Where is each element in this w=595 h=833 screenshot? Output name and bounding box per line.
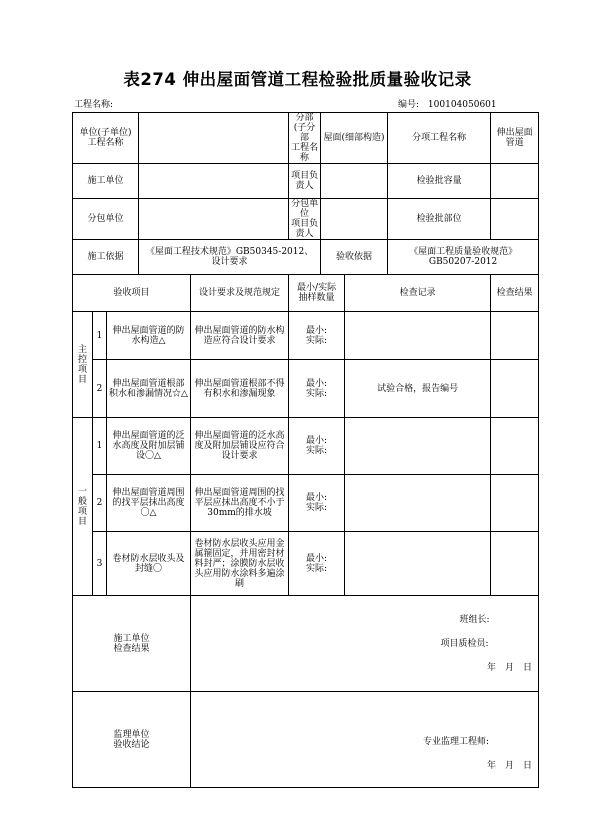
supervision-date: 年 月 日	[487, 760, 533, 771]
item-sample: 最小: 实际:	[289, 475, 345, 532]
item-sample: 最小: 实际:	[289, 360, 345, 418]
unit-value[interactable]	[139, 113, 289, 164]
item-result[interactable]	[491, 418, 539, 475]
item-design: 伸出屋面管道的防水构造应符合设计要求	[191, 312, 289, 360]
batch-location-value[interactable]	[491, 199, 539, 240]
item-record[interactable]	[345, 475, 491, 532]
item-name: 伸出屋面管道的防水构造△	[107, 312, 191, 360]
item-sample: 最小: 实际:	[289, 418, 345, 475]
basis-value: 《屋面工程技术规范》GB50345-2012、 设计要求	[139, 240, 321, 275]
item-number: 3	[93, 532, 107, 596]
acceptance-basis-label: 验收依据	[321, 240, 388, 275]
item-design: 伸出屋面管道根部不得有积水和渗漏现象	[191, 360, 289, 418]
item-name: 卷材防水层收头及封缝〇	[107, 532, 191, 596]
general-item-row	[73, 475, 539, 532]
supervision-check-label: 监理单位 验收结论	[73, 692, 191, 788]
supervision-engineer-label: 专业监理工程师:	[423, 736, 490, 747]
item-design: 卷材防水层收头应用金属箍固定，并用密封材料封严；涂膜防水层收头应用防水涂料多遍涂刷	[191, 532, 289, 596]
item-record[interactable]	[345, 532, 491, 596]
supervision-check-row	[73, 692, 539, 788]
construction-check-label: 施工单位 检查结果	[73, 596, 191, 692]
col-result-header: 检查结果	[491, 275, 539, 312]
info-row-basis	[73, 240, 539, 275]
col-design-header: 设计要求及规范规定	[191, 275, 289, 312]
item-value: 伸出屋面管道	[491, 113, 539, 164]
construction-unit-label: 施工单位	[73, 164, 139, 199]
item-record[interactable]	[345, 312, 491, 360]
construction-check-content[interactable]	[191, 596, 539, 692]
main-item-row	[73, 360, 539, 418]
item-record[interactable]	[345, 418, 491, 475]
record-code	[398, 97, 497, 110]
general-item-row	[73, 532, 539, 596]
item-design: 伸出屋面管道周围的找平层应抹出高度不小于30mm的排水坡	[191, 475, 289, 532]
batch-capacity-value[interactable]	[491, 164, 539, 199]
col-items-header: 验收项目	[73, 275, 191, 312]
item-name: 伸出屋面管道周围的找平层抹出高度〇△	[107, 475, 191, 532]
subunit-label: 分部(子分部 工程名称	[289, 113, 321, 164]
info-row-subcontract	[73, 199, 539, 240]
column-header-row	[73, 275, 539, 312]
item-number: 1	[93, 312, 107, 360]
item-design: 伸出屋面管道的泛水高度及附加层铺设应符合设计要求	[191, 418, 289, 475]
batch-capacity-label: 检验批容量	[388, 164, 491, 199]
item-label: 分项工程名称	[388, 113, 491, 164]
batch-location-label: 检验批部位	[388, 199, 491, 240]
acceptance-basis-value: 《屋面工程质量验收规范》 GB50207-2012	[388, 240, 539, 275]
col-sample-header: 最小/实际 抽样数量	[289, 275, 345, 312]
project-manager-label: 项目负责人	[289, 164, 321, 199]
code-label: 编号:	[398, 100, 420, 110]
item-result[interactable]	[491, 475, 539, 532]
item-name: 伸出屋面管道的泛水高度及附加层铺设〇△	[107, 418, 191, 475]
item-number: 2	[93, 360, 107, 418]
subcontract-manager-value[interactable]	[321, 199, 388, 240]
item-sample: 最小: 实际:	[289, 312, 345, 360]
page-title: 表274 伸出屋面管道工程检验批质量验收记录	[123, 70, 472, 89]
inspection-record-table	[72, 112, 539, 788]
construction-unit-value[interactable]	[139, 164, 289, 199]
subcontract-manager-label: 分包单位 项目负责人	[289, 199, 321, 240]
main-group-label: 主控项目	[73, 312, 93, 418]
supervision-check-content[interactable]	[191, 692, 539, 788]
subunit-value: 屋面(细部构造)	[321, 113, 388, 164]
subcontract-unit-value[interactable]	[139, 199, 289, 240]
construction-date: 年 月 日	[487, 662, 533, 673]
item-record[interactable]: 试验合格，报告编号	[345, 360, 491, 418]
item-number: 1	[93, 418, 107, 475]
code-value: 100104050601	[427, 100, 497, 110]
construction-check-row	[73, 596, 539, 692]
project-name-label: 工程名称:	[74, 100, 114, 110]
general-item-row	[73, 418, 539, 475]
main-item-row	[73, 312, 539, 360]
item-number: 2	[93, 475, 107, 532]
info-row-unit	[73, 113, 539, 164]
subcontract-unit-label: 分包单位	[73, 199, 139, 240]
col-record-header: 检查记录	[345, 275, 491, 312]
item-sample: 最小: 实际:	[289, 532, 345, 596]
item-result[interactable]	[491, 532, 539, 596]
inspector-label: 项目质检员:	[440, 638, 489, 649]
team-leader-label: 班组长:	[459, 614, 490, 625]
general-group-label: 一般项目	[73, 418, 93, 596]
info-row-construction	[73, 164, 539, 199]
item-result[interactable]	[491, 312, 539, 360]
item-result[interactable]	[491, 360, 539, 418]
unit-label: 单位(子单位) 工程名称	[73, 113, 139, 164]
item-name: 伸出屋面管道根部积水和渗漏情况☆△	[107, 360, 191, 418]
project-manager-value[interactable]	[321, 164, 388, 199]
basis-label: 施工依据	[73, 240, 139, 275]
